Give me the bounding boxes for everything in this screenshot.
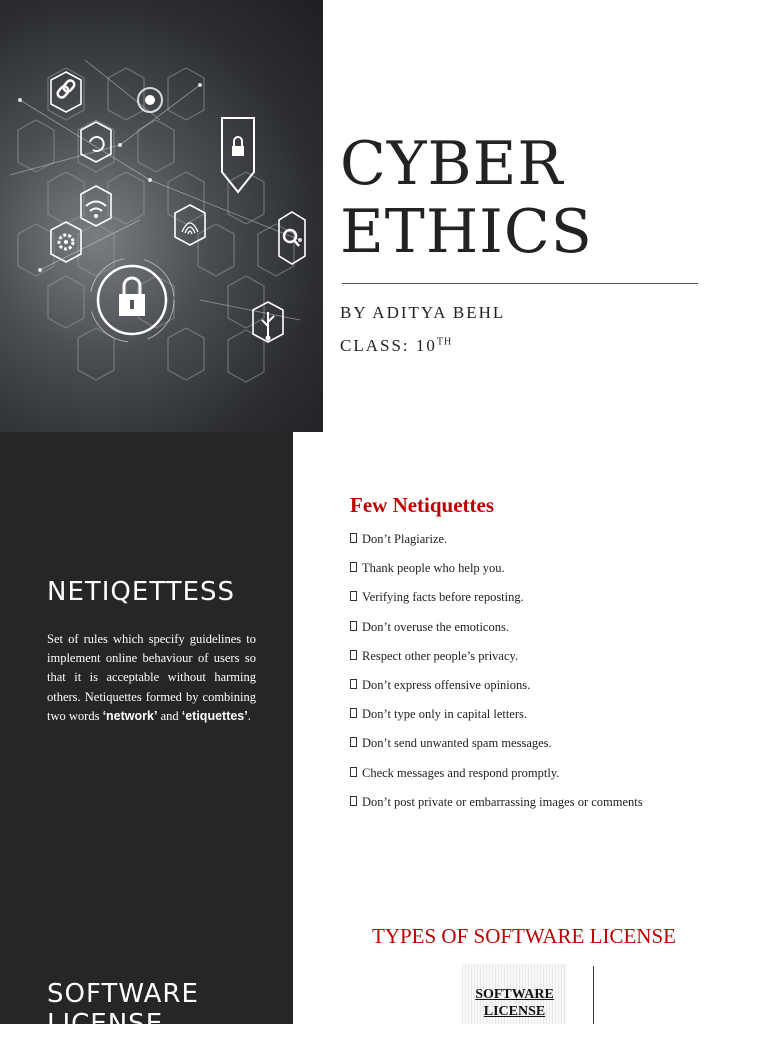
word-etiquettes: ‘etiquettes’ bbox=[181, 708, 248, 723]
title-line-2: ETHICS bbox=[340, 197, 593, 267]
heading-line-1: SOFTWARE bbox=[47, 979, 199, 1009]
bullet-box-icon bbox=[350, 621, 357, 631]
software-license-slide bbox=[0, 866, 768, 1039]
list-item-text: Don’t type only in capital letters. bbox=[362, 707, 528, 722]
netiquettes-definition bbox=[47, 630, 256, 726]
bullet-box-icon bbox=[350, 650, 357, 660]
software-license-box-label bbox=[462, 986, 567, 1020]
list-item-text: Respect other people’s privacy. bbox=[362, 648, 519, 663]
list-item-text: Don’t overuse the emoticons. bbox=[362, 619, 509, 634]
list-item bbox=[350, 620, 643, 649]
bullet-box-icon bbox=[350, 533, 357, 543]
class-label: CLASS: 10 bbox=[340, 336, 437, 355]
license-types-title: TYPES OF SOFTWARE LICENSE bbox=[372, 924, 676, 948]
bullet-box-icon bbox=[350, 591, 357, 601]
definition-end: . bbox=[247, 708, 251, 723]
netiquettes-heading: NETIQETTESS bbox=[47, 577, 236, 607]
bullet-box-icon bbox=[350, 737, 357, 747]
netiquettes-list bbox=[350, 532, 643, 824]
bullet-box-icon bbox=[350, 708, 357, 718]
bullet-box-icon bbox=[350, 562, 357, 572]
list-item bbox=[350, 561, 643, 590]
heading-line-2: LICENSE bbox=[47, 1009, 164, 1039]
list-item-text: Verifying facts before reposting. bbox=[362, 590, 524, 605]
box-line-2: LICENSE bbox=[483, 1004, 546, 1019]
list-item bbox=[350, 532, 643, 561]
bullet-box-icon bbox=[350, 767, 357, 777]
list-item bbox=[350, 707, 643, 736]
list-item bbox=[350, 678, 643, 707]
connector-line bbox=[593, 966, 594, 1024]
definition-text: Set of rules which specify guidelines to implement online behaviour of users so that it is acceptable without harming others. Netiquettes formed by combining two words bbox=[47, 632, 256, 723]
list-item bbox=[350, 795, 643, 824]
netiquettes-slide bbox=[0, 432, 768, 866]
list-item-text: Don’t post private or embarrassing images or comments bbox=[362, 794, 643, 809]
list-item-text: Check messages and respond promptly. bbox=[362, 765, 560, 780]
definition-and: and bbox=[157, 708, 182, 723]
few-netiquettes-title: Few Netiquettes bbox=[350, 493, 495, 517]
title-line-1: CYBER bbox=[340, 129, 564, 199]
software-license-heading bbox=[47, 979, 199, 1039]
cyber-security-hero-image bbox=[0, 0, 323, 432]
netiquettes-panel bbox=[0, 432, 293, 866]
list-item-text: Don’t send unwanted spam messages. bbox=[362, 736, 552, 751]
list-item-text: Don’t express offensive opinions. bbox=[362, 677, 531, 692]
author-line: BY ADITYA BEHL bbox=[340, 303, 506, 322]
bullet-box-icon bbox=[350, 796, 357, 806]
word-network: ‘network’ bbox=[102, 708, 158, 723]
list-item bbox=[350, 649, 643, 678]
software-license-panel bbox=[0, 866, 293, 1039]
software-license-box bbox=[462, 964, 567, 1024]
list-item-text: Thank people who help you. bbox=[362, 561, 505, 576]
bullet-box-icon bbox=[350, 679, 357, 689]
class-superscript: TH bbox=[436, 336, 453, 348]
box-line-1: SOFTWARE bbox=[475, 987, 554, 1002]
class-line bbox=[340, 336, 452, 356]
list-item bbox=[350, 590, 643, 619]
title-divider bbox=[342, 283, 698, 284]
presentation-title bbox=[340, 130, 593, 266]
list-item bbox=[350, 736, 643, 765]
list-item bbox=[350, 766, 643, 795]
title-slide bbox=[0, 0, 768, 432]
list-item-text: Don’t Plagiarize. bbox=[362, 532, 448, 546]
